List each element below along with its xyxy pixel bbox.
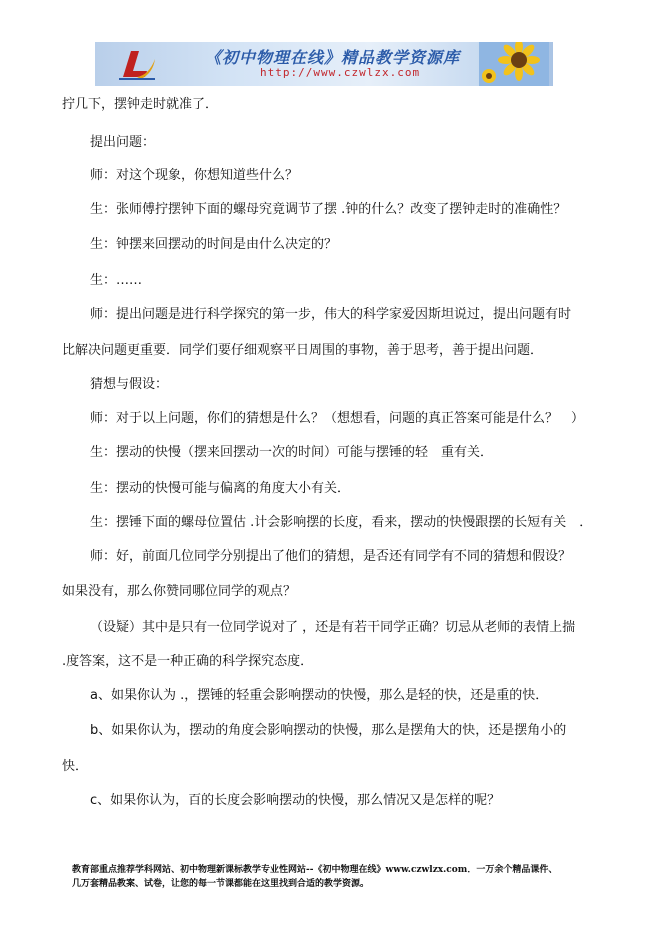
paragraph-line: 拧几下，摆钟走时就准了． xyxy=(62,97,219,112)
footer-line: 几万套精品教案、试卷，让您的每一节课都能在这里找到合适的教学资源。 xyxy=(72,879,370,889)
paragraph-line: 生：…… xyxy=(90,273,143,288)
paragraph-line: 快． xyxy=(62,759,89,774)
section-heading: 提出问题： xyxy=(90,135,156,150)
page-footer xyxy=(72,863,602,891)
paragraph-line: 师：对这个现象，你想知道些什么？ xyxy=(90,168,299,183)
paragraph-line: b、如果你认为，摆动的角度会影响摆动的快慢，那么是摆角大的快，还是摆角小的 xyxy=(90,723,567,738)
banner-url: http://www.czwlzx.com xyxy=(260,66,421,79)
paragraph-line: 师：提出问题是进行科学探究的第一步，伟大的科学家爱因斯坦说过，提出问题有时 xyxy=(90,307,572,322)
paragraph-line: 比解决问题更重要．同学们要仔细观察平日周围的事物，善于思考，善于提出问题． xyxy=(62,343,544,358)
banner-title: 《初中物理在线》精品教学资源库 xyxy=(205,48,461,67)
paragraph-line: 师：好，前面几位同学分别提出了他们的猜想，是否还有同学有不同的猜想和假设？ xyxy=(90,549,572,564)
paragraph-line: c、如果你认为，百的长度会影响摆动的快慢，那么情况又是怎样的呢？ xyxy=(90,793,501,808)
paragraph-line: 生：摆锤下面的螺母位置估 .计会影响摆的长度，看来，摆动的快慢跟摆的长短有关 ． xyxy=(90,515,593,530)
footer-line: 教育部重点推荐学科网站、初中物理新课标教学专业性网站--《初中物理在线》www.czwlzx.com．一万余个精品课件、 xyxy=(72,865,558,875)
paragraph-line: 师：对于以上问题，你们的猜想是什么？（想想看，问题的真正答案可能是什么？ ） xyxy=(90,411,585,426)
paragraph-line: （设疑）其中是只有一位同学说对了 ，还是有若干同学正确？切忌从老师的表情上揣 xyxy=(90,620,576,635)
paragraph-line: 如果没有，那么你赞同哪位同学的观点？ xyxy=(62,584,297,599)
section-heading: 猜想与假设： xyxy=(90,377,169,392)
paragraph-line: .度答案，这不是一种正确的科学探究态度． xyxy=(62,654,314,669)
paragraph-line: 生：摆动的快慢可能与偏离的角度大小有关． xyxy=(90,481,351,496)
sunflower-icon xyxy=(479,42,549,86)
paragraph-line: 生：摆动的快慢（摆来回摆动一次的时间）可能与摆锤的轻 重有关． xyxy=(90,445,494,460)
paragraph-line: 生：张师傅拧摆钟下面的螺母究竟调节了摆 .钟的什么？改变了摆钟走时的准确性？ xyxy=(90,202,567,217)
site-logo-icon xyxy=(117,47,157,81)
paragraph-line: 生：钟摆来回摆动的时间是由什么决定的？ xyxy=(90,237,338,252)
header-banner xyxy=(95,42,553,86)
paragraph-line: a、如果你认为 .，摆锤的轻重会影响摆动的快慢，那么是轻的快，还是重的快． xyxy=(90,688,549,703)
